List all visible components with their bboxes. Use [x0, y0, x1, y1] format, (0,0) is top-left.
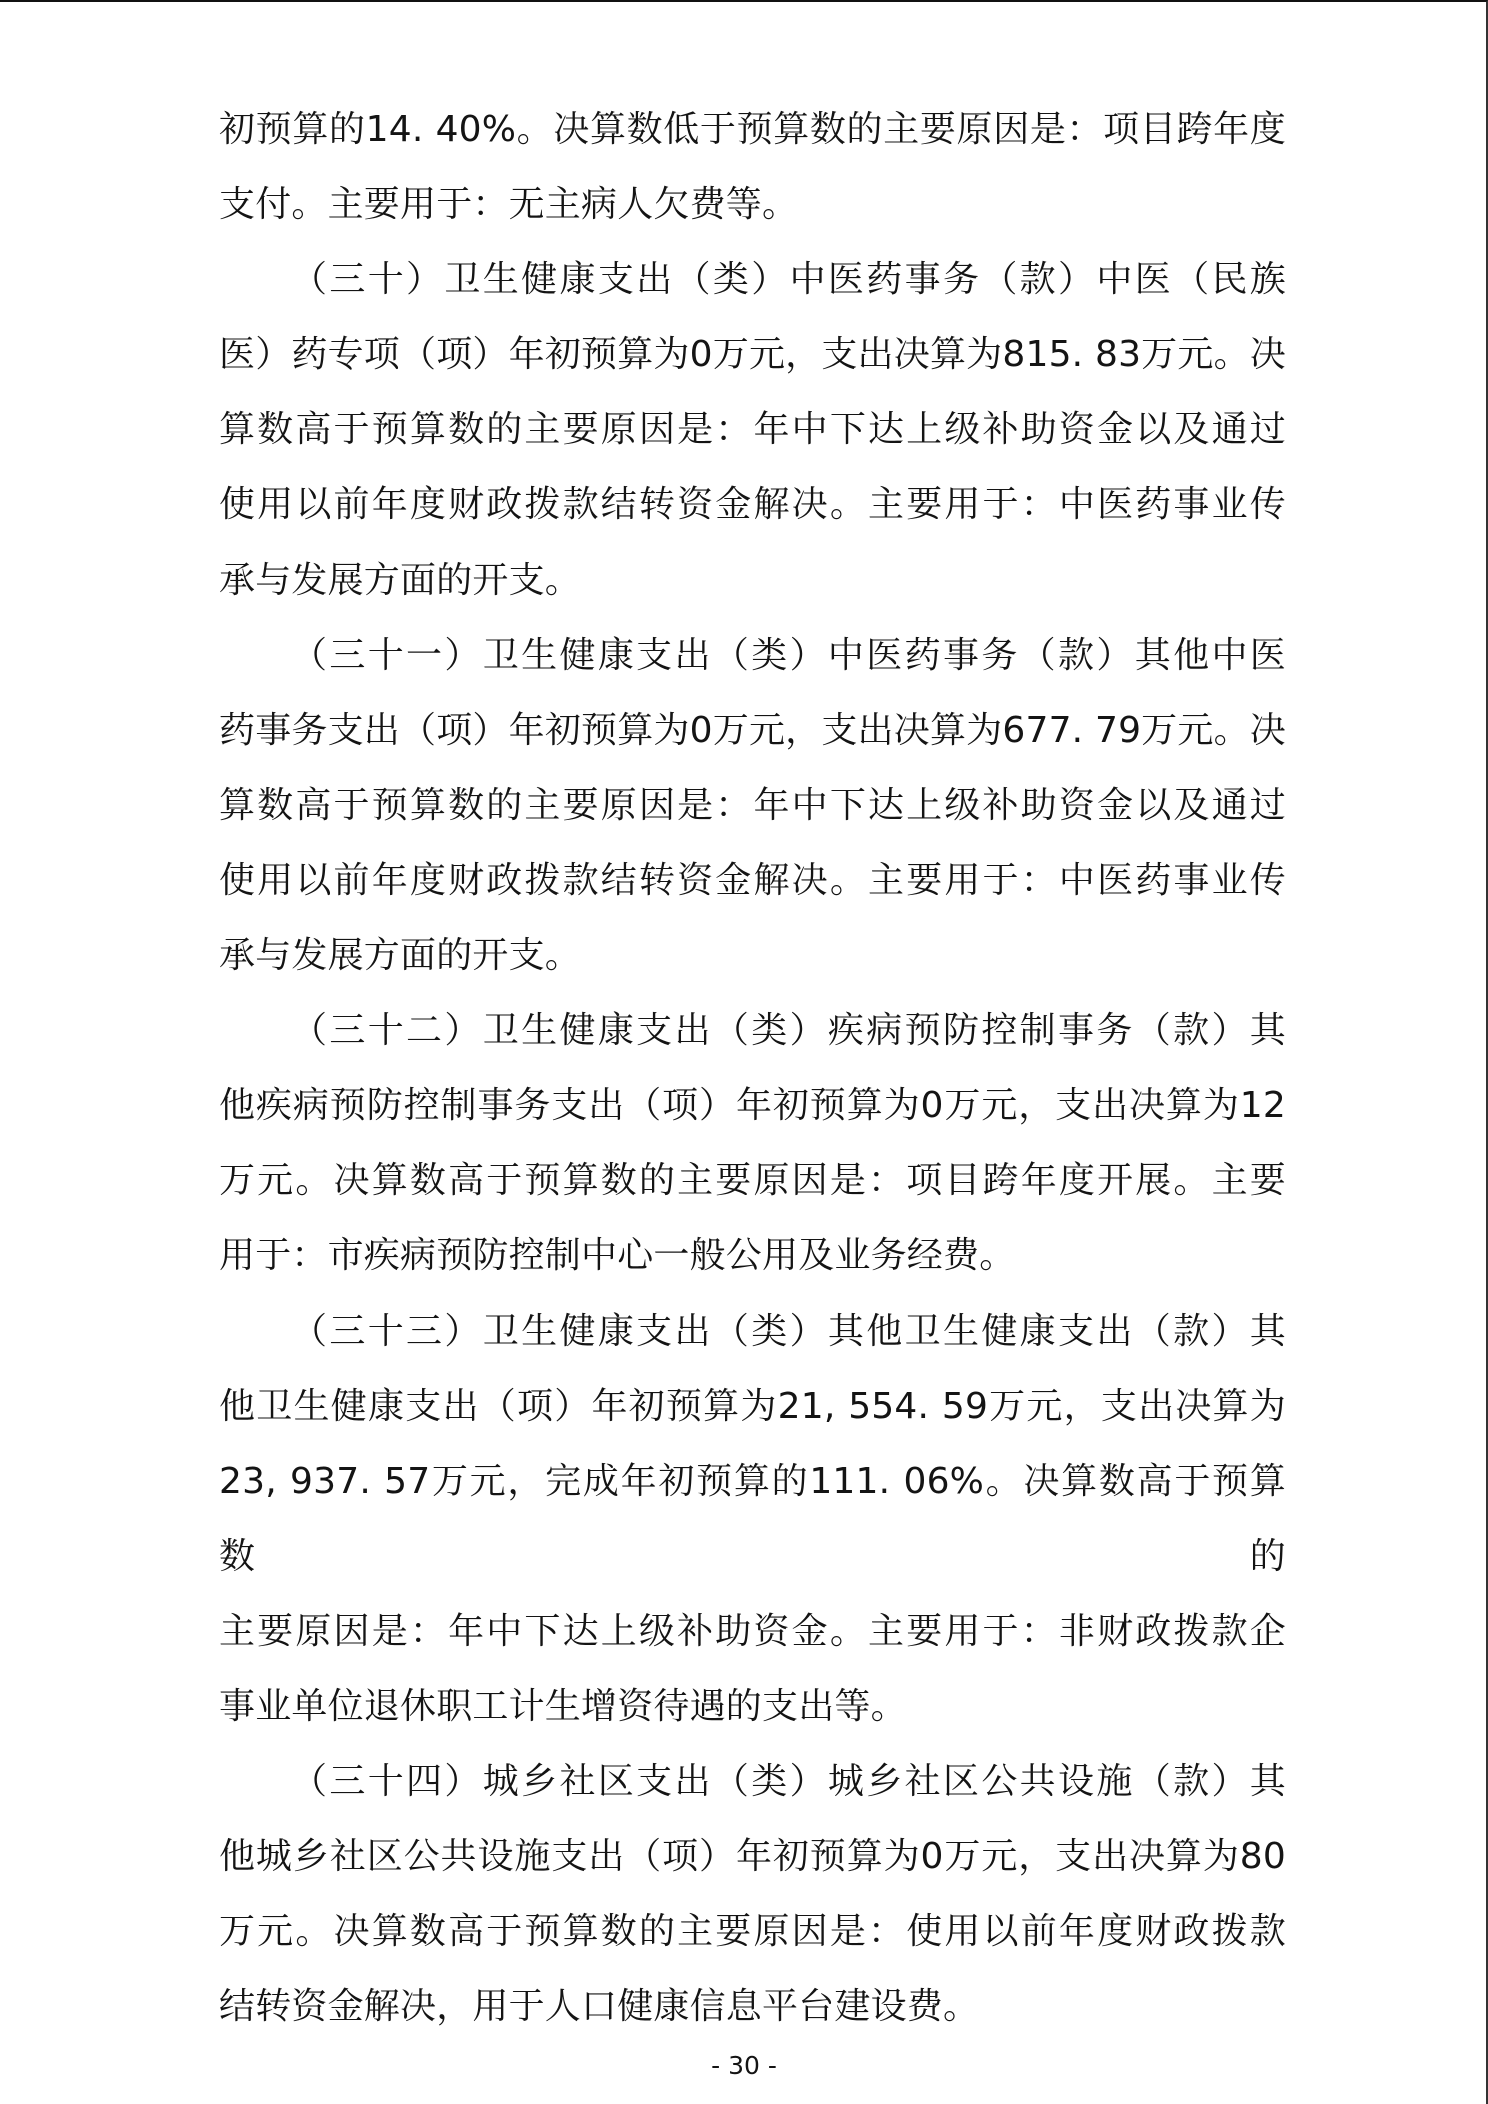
text-line: 主要原因是：年中下达上级补助资金。主要用于：非财政拨款企: [219, 1610, 1286, 1652]
text-line: 支付。主要用于：无主病人欠费等。: [219, 184, 799, 226]
paragraph-item-34: [219, 1744, 1286, 2044]
text-line: （三十四）城乡社区支出（类）城乡社区公共设施（款）其: [291, 1761, 1286, 1803]
text-line: 医）药专项（项）年初预算为0万元，支出决算为815. 83万元。决: [219, 334, 1286, 376]
text-line: 承与发展方面的开支。: [219, 559, 582, 601]
text-line: 承与发展方面的开支。: [219, 935, 582, 977]
page-number: - 30 -: [711, 2051, 777, 2080]
text-line: 他疾病预防控制事务支出（项）年初预算为0万元，支出决算为12: [219, 1085, 1286, 1127]
text-line: （三十一）卫生健康支出（类）中医药事务（款）其他中医: [291, 634, 1286, 676]
text-line: 结转资金解决，用于人口健康信息平台建设费。: [219, 1986, 980, 2028]
text-line: （三十三）卫生健康支出（类）其他卫生健康支出（款）其: [291, 1310, 1286, 1352]
text-line: 他城乡社区公共设施支出（项）年初预算为0万元，支出决算为80: [219, 1836, 1286, 1878]
paragraph-item-31: [219, 618, 1286, 993]
text-line: 事业单位退休职工计生增资待遇的支出等。: [219, 1685, 907, 1727]
paragraph-item-32: [219, 993, 1286, 1293]
text-line: 万元。决算数高于预算数的主要原因是：使用以前年度财政拨款: [219, 1911, 1286, 1953]
page-body: [219, 92, 1286, 2044]
text-line: 23, 937. 57万元，完成年初预算的111. 06%。决算数高于预算数的: [219, 1460, 1286, 1577]
text-line: （三十）卫生健康支出（类）中医药事务（款）中医（民族: [291, 259, 1286, 301]
text-line: 使用以前年度财政拨款结转资金解决。主要用于：中医药事业传: [219, 484, 1286, 526]
paragraph-item-33: [219, 1294, 1286, 1745]
text-line: 使用以前年度财政拨款结转资金解决。主要用于：中医药事业传: [219, 859, 1286, 901]
text-line: 用于：市疾病预防控制中心一般公用及业务经费。: [219, 1235, 1016, 1277]
paragraph-item-30: [219, 242, 1286, 617]
text-line: 药事务支出（项）年初预算为0万元，支出决算为677. 79万元。决: [219, 709, 1286, 751]
text-line: 初预算的14. 40%。决算数低于预算数的主要原因是：项目跨年度: [219, 109, 1286, 150]
text-line: 算数高于预算数的主要原因是：年中下达上级补助资金以及通过: [219, 784, 1286, 826]
text-line: 他卫生健康支出（项）年初预算为21, 554. 59万元，支出决算为: [219, 1385, 1286, 1427]
text-line: 算数高于预算数的主要原因是：年中下达上级补助资金以及通过: [219, 409, 1286, 451]
text-line: 万元。决算数高于预算数的主要原因是：项目跨年度开展。主要: [219, 1160, 1286, 1202]
text-line: （三十二）卫生健康支出（类）疾病预防控制事务（款）其: [291, 1010, 1286, 1052]
paragraph-continuation: [219, 92, 1286, 242]
